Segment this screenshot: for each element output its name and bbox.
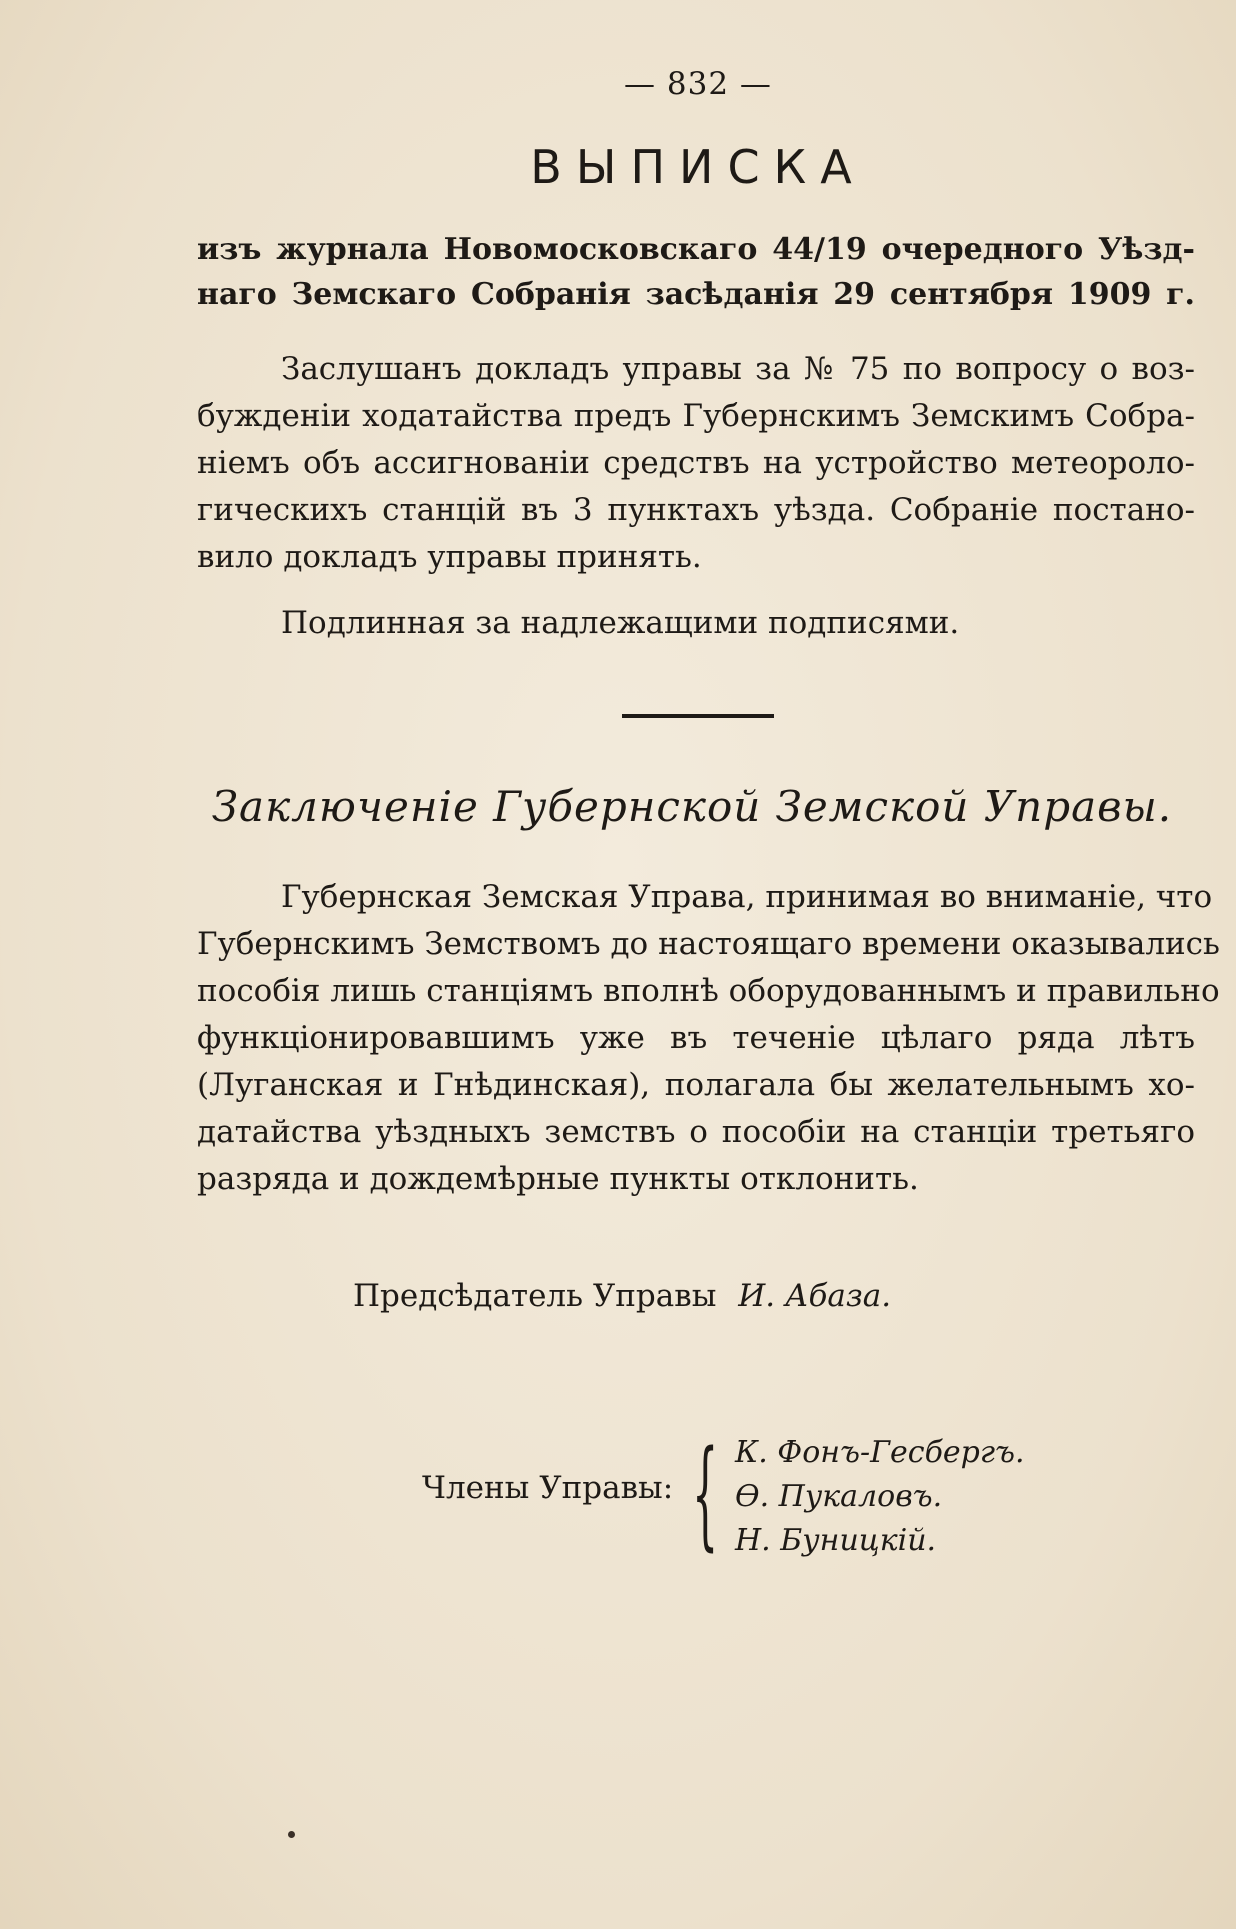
chair-label: Предсѣдатель Управы [353, 1278, 717, 1314]
extract-body-line: ніемъ объ ассигнованіи средствъ на устройство метеороло- [197, 445, 1195, 481]
page-number: — 832 — [624, 66, 772, 102]
extract-body-line: гическихъ станцій въ 3 пунктахъ уѣзда. Собраніе постано- [197, 492, 1195, 528]
member-name: К. Фонъ-Гесбергъ. [735, 1435, 1025, 1470]
extract-body-line: вило докладъ управы принять. [197, 539, 702, 575]
conclusion-body-line: разряда и дождемѣрные пункты отклонить. [197, 1161, 919, 1197]
conclusion-body-line: пособія лишь станціямъ вполнѣ оборудованнымъ и правильно [197, 973, 1220, 1009]
signature-note-block [281, 600, 1195, 647]
chair-name: И. Абаза. [738, 1278, 892, 1314]
ink-speck [288, 1831, 295, 1838]
extract-body [197, 346, 1195, 581]
extract-body-line: Заслушанъ докладъ управы за № 75 по вопросу о воз- [281, 351, 1195, 387]
conclusion-body-line: Губернская Земская Управа, принимая во вниманіе, что [281, 879, 1213, 915]
members-label: Члены Управы: [422, 1470, 674, 1506]
conclusion-body-line: (Луганская и Гнѣдинская), полагала бы желательнымъ хо- [197, 1067, 1195, 1103]
member-name: Н. Буницкій. [735, 1523, 937, 1558]
curly-brace-icon: { [692, 1424, 719, 1562]
members-list [735, 1431, 1025, 1563]
member-name: Ѳ. Пукаловъ. [735, 1479, 943, 1514]
extract-heading-line: наго Земскаго Собранія засѣданія 29 сентября 1909 г. [197, 277, 1195, 312]
extract-heading-line: изъ журнала Новомосковскаго 44/19 очередного Уѣзд- [197, 232, 1195, 267]
conclusion-body-line: функціонировавшимъ уже въ теченіе цѣлаго ряда лѣтъ [197, 1020, 1195, 1056]
extract-body-line: бужденіи ходатайства предъ Губернскимъ Земскимъ Собра- [197, 398, 1195, 434]
conclusion-body-line: датайства уѣздныхъ земствъ о пособіи на станціи третьяго [197, 1114, 1195, 1150]
conclusion-body-line: Губернскимъ Земствомъ до настоящаго времени оказывались [197, 926, 1220, 962]
chair-signature [353, 1278, 891, 1314]
conclusion-heading: Заключеніе Губернской Земской Управы. [211, 782, 1173, 831]
extract-heading [197, 227, 1195, 317]
signature-note: Подлинная за надлежащими подписями. [281, 605, 960, 641]
conclusion-body [197, 874, 1220, 1203]
section-divider [622, 714, 774, 718]
document-title: ВЫПИСКА [530, 140, 866, 194]
